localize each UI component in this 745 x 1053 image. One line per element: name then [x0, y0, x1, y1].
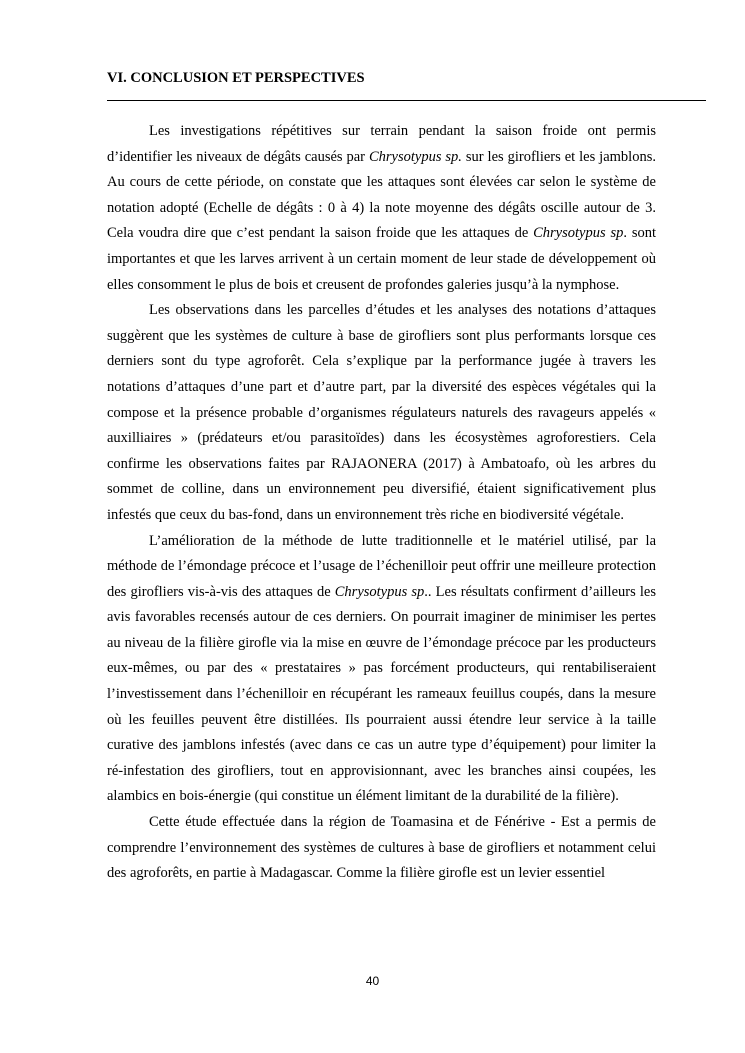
paragraph-1	[107, 119, 656, 298]
text-run: Cette étude effectuée dans la région de Toamasina et de Fénérive - Est a permis de comprendre l’environnement des systèmes de cultures à base de girofliers et notamment celui des agroforêts, en partie à Madagascar. Comme la filière girofle est un levier essentiel	[107, 814, 656, 882]
heading-rule	[107, 100, 706, 101]
body-text	[107, 119, 656, 887]
paragraph-3	[107, 529, 656, 811]
paragraph-2	[107, 298, 656, 528]
text-run: . sont importantes et que les larves arrivent à un certain moment de leur stade de développement où elles consomment le plus de bois et creusent de profondes galeries jusqu’à la nymphose.	[107, 225, 656, 293]
text-run: L’amélioration de la méthode de lutte traditionnelle et le matériel utilisé, par la méthode de l’émondage précoce et l’usage de l’échenilloir peut offrir une meilleure protection des girofliers vis-à-vis des attaques de	[107, 532, 656, 600]
page-number: 40	[365, 974, 380, 988]
species-name: Chrysotypus sp	[334, 583, 425, 600]
text-run: .. Les résultats confirment d’ailleurs les avis favorables recensés autour de ces derniers. On pourrait imaginer de minimiser les pertes au niveau de la filière girofle via la mise en œuvre de l’émondage précoce par les producteurs eux-mêmes, ou par des « prestataires » pas forcément producteurs, qui rentabiliseraient l’investissement dans l’échenilloir en récupérant les rameaux feuillus coupés, dans la mesure où les feuilles peuvent être distillées. Ils pourraient aussi étendre leur service à la taille curative des jamblons infestés (avec dans ce cas un autre type d’équipement) pour limiter la ré-infestation des girofliers, tout en approvisionnant, avec les branches ainsi coupées, les alambics en bois-énergie (qui constitue un élément limitant de la durabilité de la filière).	[107, 583, 656, 805]
text-run: Les investigations répétitives sur terrain pendant la saison froide ont permis d’identifier les niveaux de dégâts causés par	[107, 123, 656, 165]
section-heading: VI. CONCLUSION ET PERSPECTIVES	[107, 70, 365, 86]
paragraph-4	[107, 810, 656, 887]
text-run: Les observations dans les parcelles d’études et les analyses des notations d’attaques suggèrent que les systèmes de culture à base de girofliers sont plus performants lorsque ces derniers sont du type agroforêt. Cela s’explique par la performance jugée à travers les notations d’attaques d’une part et d’autre part, par la diversité des espèces végétales qui la compose et la présence probable d’organismes régulateurs naturels des ravageurs appelés « auxilliaires » (prédateurs et/ou parasitoïdes) dans les écosystèmes agroforestiers. Cela confirme les observations faites par RAJAONERA (2017) à Ambatoafo, où les arbres du sommet de colline, dans un environnement peu diversifié, étaient significativement plus infestés que ceux du bas-fond, dans un environnement très riche en biodiversité végétale.	[107, 302, 656, 523]
species-name: Chrysotypus sp	[533, 225, 624, 242]
species-name: Chrysotypus sp.	[368, 148, 462, 165]
text-run: sur les girofliers et les jamblons. Au cours de cette période, on constate que les attaques sont élevées car selon le système de notation adopté (Echelle de dégâts : 0 à 4) la note moyenne des dégâts oscille autour de 3. Cela voudra dire que c’est pendant la saison froide que les attaques de	[107, 148, 656, 242]
